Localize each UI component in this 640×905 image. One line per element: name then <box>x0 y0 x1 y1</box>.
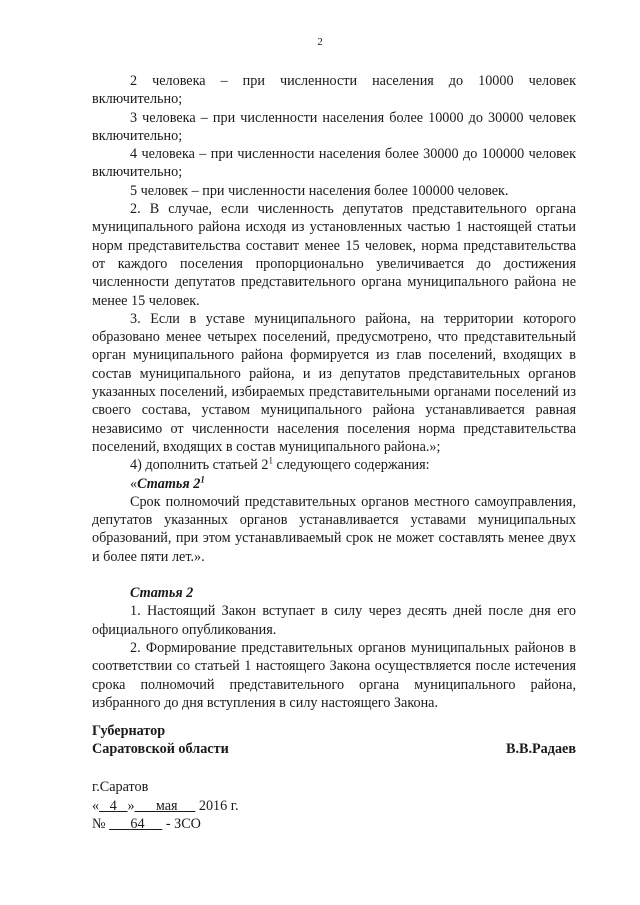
date-line <box>92 797 239 816</box>
paragraph: 3 человека – при численности населения более 10000 до 30000 человек включительно; <box>92 109 576 144</box>
document-body <box>92 72 576 712</box>
date-month: мая <box>155 797 178 814</box>
item4-suffix: следующего содержания: <box>272 457 430 474</box>
article-2-heading: Статья 2 <box>130 585 194 602</box>
item4-superscript: 1 <box>268 455 273 466</box>
paragraph: 4 человека – при численности населения более 30000 до 100000 человек включительно; <box>92 146 576 181</box>
city: г.Саратов <box>92 779 149 795</box>
date-day: 4 <box>109 797 117 814</box>
paragraph: 3. Если в уставе муниципального района, на территории которого образовано менее четырех поселений, предусмотрено, что представительный орган муниципального района формируется из глав поселений, входящих в состав муниципального района, и из депутатов представительных органов указанных поселений, избираемых представительными органами поселений из своего состава, уставом муниципального района устанавливается равная независимо от численности населения поселения норма представительства поселений, входящих в состав муниципального района.»; <box>92 310 576 455</box>
amendment-item-4 <box>92 456 576 474</box>
signature-title-line1: Губернатор <box>92 723 166 739</box>
law-number-suffix: - ЗСО <box>165 816 201 832</box>
paragraph: 2 человека – при численности населения до 10000 человек включительно; <box>92 73 576 108</box>
article-2-item: 2. Формирование представительных органов муниципальных районов в соответствии со статьей 1 настоящего Закона осуществляется после истечения срока полномочий представительного органа муниципального района, избранного до дня вступления в силу настоящего Закона. <box>92 639 576 711</box>
article-2-item: 1. Настоящий Закон вступает в силу через десять дней после дня его официального опубликования. <box>92 603 576 638</box>
place-date-block <box>92 778 239 834</box>
date-quote-close: » <box>127 797 135 814</box>
paragraph: 5 человек – при численности населения более 100000 человек. <box>130 182 509 199</box>
date-year: 2016 г. <box>198 797 239 814</box>
article-2-1-heading <box>92 475 576 493</box>
date-quote-open: « <box>92 797 100 814</box>
signature-name: В.В.Радаев <box>505 741 576 758</box>
signature-block <box>92 722 576 759</box>
signature-title-line2: Саратовской области <box>92 741 229 758</box>
law-number-line <box>92 815 239 834</box>
quote-open: « <box>130 475 138 492</box>
article-2-1-text: Срок полномочий представительных органов местного самоуправления, депутатов указанных органов устанавливается уставами муниципальных образований, при этом устанавливаемый срок не может составлять менее двух и более пяти лет.». <box>92 493 576 565</box>
paragraph: 2. В случае, если численность депутатов представительного органа муниципального района исходя из установленных частью 1 настоящей статьи норм представительства составит менее 15 человек, норма представительства от каждого поселения пропорционально увеличивается до достижения численности депутатов представительного органа муниципального района не менее 15 человек. <box>92 201 576 309</box>
article-2-1-title: Статья 2 <box>137 475 201 492</box>
law-number: 64 <box>130 816 145 832</box>
article-2-1-superscript: 1 <box>200 473 205 484</box>
page-number: 2 <box>317 36 323 48</box>
number-sign: № <box>92 816 106 832</box>
item4-text: 4) дополнить статьей 2 <box>130 457 269 474</box>
